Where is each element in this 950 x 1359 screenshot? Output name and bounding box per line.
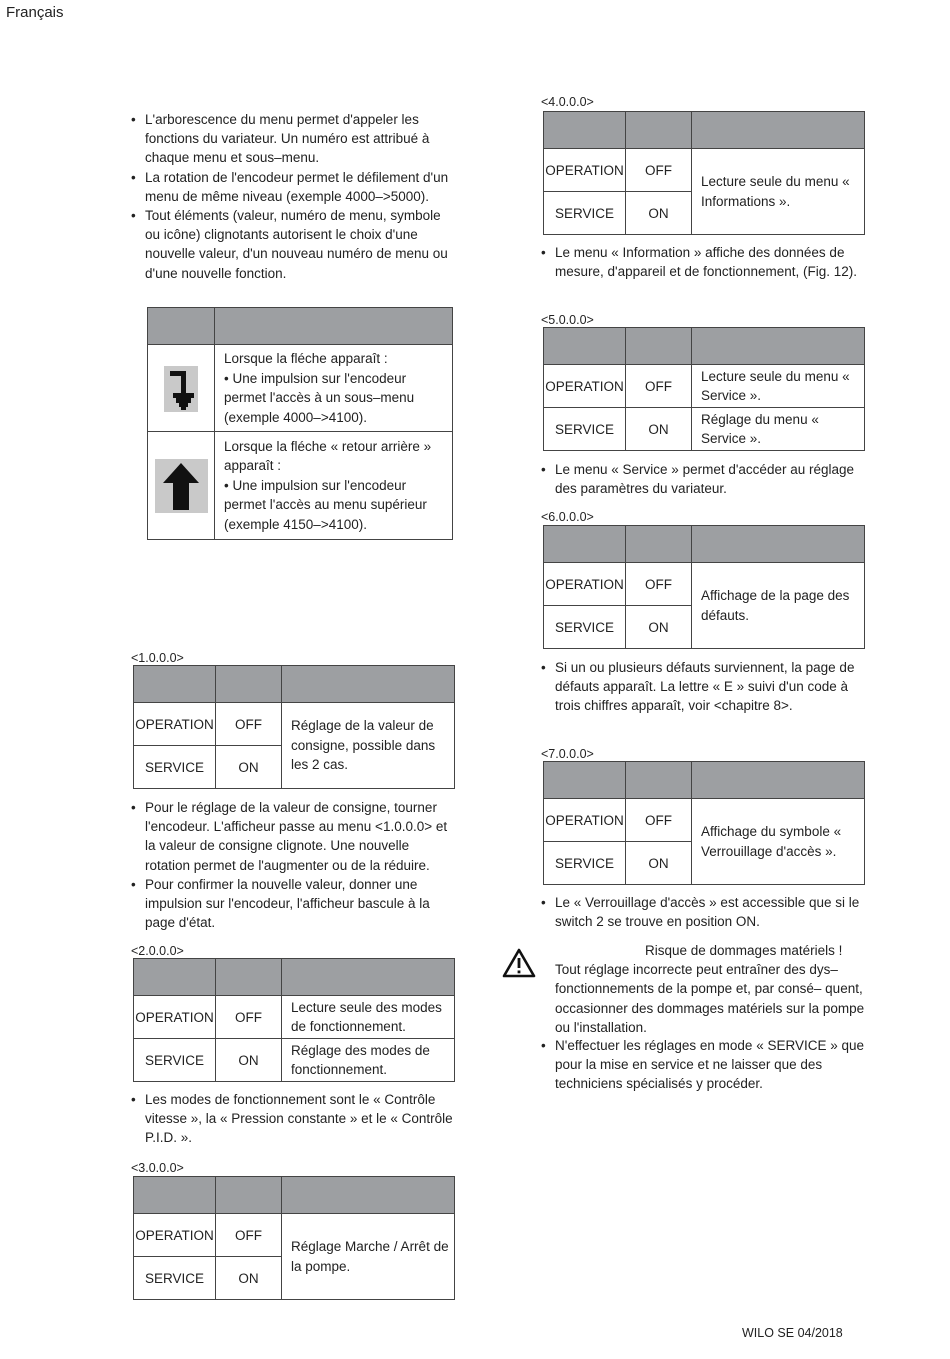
menu-table-4 [543, 111, 865, 235]
description-cell: Réglage des modes de fonctionnement. [282, 1039, 455, 1082]
bullet-item: • Pour confirmer la nouvelle valeur, donner une impulsion sur l'encodeur, l'afficheur bascule à la page d'état. [131, 875, 456, 933]
menu-table-7 [543, 761, 865, 885]
bullet-item: • Tout éléments (valeur, numéro de menu, symbole ou icône) clignotants autorisent le choix d'une nouvelle valeur, d'un nouveau numéro de menu ou d'une nouvelle fonction. [131, 206, 456, 283]
description-cell: Réglage de la valeur de consigne, possible dans les 2 cas. [282, 703, 455, 789]
intro-notes [131, 110, 456, 283]
mode-cell: OPERATION [134, 703, 216, 746]
mode-cell: OPERATION [544, 799, 626, 842]
menu-label: <2.0.0.0> [131, 944, 184, 958]
mode-cell: SERVICE [134, 1039, 216, 1082]
state-cell: OFF [626, 149, 692, 192]
bullet-item: • Si un ou plusieurs défauts surviennent, la page de défauts apparaît. La lettre « E » suivi d'un code à trois chiffres apparaît, voir <chapitre 8>. [541, 658, 866, 716]
description-cell: Lecture seule du menu « Service ». [692, 365, 865, 408]
bullet-item: • N'effectuer les réglages en mode « SERVICE » que pour la mise en service et ne laisser que des techniciens spécialisés y procéder. [541, 1036, 866, 1094]
state-cell: OFF [626, 365, 692, 408]
warning-text: Tout réglage incorrecte peut entraîner des dys– fonctionnements de la pompe et, par consé– quent, occasionner des dommages matériels sur la pompe ou l'installation. [555, 962, 865, 1035]
bullet-item: • Le « Verrouillage d'accès » est accessible que si le switch 2 se trouve en position ON. [541, 893, 866, 931]
state-cell: ON [216, 746, 282, 789]
mode-cell: SERVICE [544, 842, 626, 885]
menu-label: <6.0.0.0> [541, 510, 594, 524]
menu-table-2 [133, 958, 455, 1082]
bullet-item: • Le menu « Service » permet d'accéder au réglage des paramètres du variateur. [541, 460, 866, 498]
mode-cell: OPERATION [544, 149, 626, 192]
arrow-row-text: Lorsque la fléche « retour arrière » apparaît : • Une impulsion sur l'encodeur permet l'accès au menu supérieur (exemple 4150–>4100). [215, 432, 453, 540]
description-cell: Affichage du symbole « Verrouillage d'accès ». [692, 799, 865, 885]
bullet-item: • L'arborescence du menu permet d'appeler les fonctions du variateur. Un numéro est attribué à chaque menu et sous–menu. [131, 110, 456, 168]
arrow-row-text: Lorsque la fléche apparaît : • Une impulsion sur l'encodeur permet l'accès à un sous–menu (exemple 4000–>4100). [215, 345, 453, 432]
state-cell: OFF [216, 996, 282, 1039]
menu-label: <7.0.0.0> [541, 747, 594, 761]
state-cell: OFF [216, 1214, 282, 1257]
description-cell: Réglage Marche / Arrêt de la pompe. [282, 1214, 455, 1300]
menu-6-notes [541, 658, 866, 716]
mode-cell: SERVICE [544, 192, 626, 235]
description-cell: Réglage du menu « Service ». [692, 408, 865, 451]
state-cell: ON [626, 842, 692, 885]
bullet-item: • Pour le réglage de la valeur de consigne, tourner l'encodeur. L'afficheur passe au menu <1.0.0.0> et la valeur de consigne clignote. Une nouvelle rotation permet de l'augmenter ou de la réduire. [131, 798, 456, 875]
state-cell: OFF [216, 703, 282, 746]
menu-7-notes [541, 893, 866, 931]
description-cell: Affichage de la page des défauts. [692, 563, 865, 649]
return-arrow-icon [155, 459, 208, 513]
menu-label: <3.0.0.0> [131, 1161, 184, 1175]
warning-block [555, 941, 870, 1037]
menu-5-notes [541, 460, 866, 498]
menu-1-notes [131, 798, 456, 932]
state-cell: OFF [626, 563, 692, 606]
menu-table-3 [133, 1176, 455, 1300]
warning-title: Risque de dommages matériels ! [645, 943, 843, 958]
warning-triangle-icon [502, 948, 536, 981]
bullet-item: • Les modes de fonctionnement sont le « Contrôle vitesse », la « Pression constante » et le « Contrôle P.I.D. ». [131, 1090, 456, 1148]
menu-2-notes [131, 1090, 456, 1148]
state-cell: ON [626, 606, 692, 649]
description-cell: Lecture seule des modes de fonctionnement. [282, 996, 455, 1039]
mode-cell: SERVICE [134, 746, 216, 789]
description-cell: Lecture seule du menu « Informations ». [692, 149, 865, 235]
mode-cell: SERVICE [134, 1257, 216, 1300]
footer-text: WILO SE 04/2018 [742, 1326, 843, 1340]
state-cell: ON [216, 1257, 282, 1300]
bullet-item: • Le menu « Information » affiche des données de mesure, d'appareil et de fonctionnement, (Fig. 12). [541, 243, 866, 281]
state-cell: ON [216, 1039, 282, 1082]
state-cell: OFF [626, 799, 692, 842]
arrow-icons-table [147, 307, 453, 540]
mode-cell: OPERATION [134, 1214, 216, 1257]
mode-cell: SERVICE [544, 606, 626, 649]
menu-table-6 [543, 525, 865, 649]
language-label: Français [6, 4, 64, 21]
mode-cell: OPERATION [134, 996, 216, 1039]
mode-cell: OPERATION [544, 563, 626, 606]
menu-label: <4.0.0.0> [541, 95, 594, 109]
bullet-item: • La rotation de l'encodeur permet le défilement d'un menu de même niveau (exemple 4000–>5000). [131, 168, 456, 206]
menu-table-1 [133, 665, 455, 789]
mode-cell: SERVICE [544, 408, 626, 451]
menu-label: <1.0.0.0> [131, 651, 184, 665]
submenu-arrow-icon [164, 366, 198, 412]
state-cell: ON [626, 408, 692, 451]
state-cell: ON [626, 192, 692, 235]
warning-notes [541, 1036, 866, 1094]
menu-label: <5.0.0.0> [541, 313, 594, 327]
mode-cell: OPERATION [544, 365, 626, 408]
menu-table-5 [543, 327, 865, 451]
menu-4-notes [541, 243, 866, 281]
